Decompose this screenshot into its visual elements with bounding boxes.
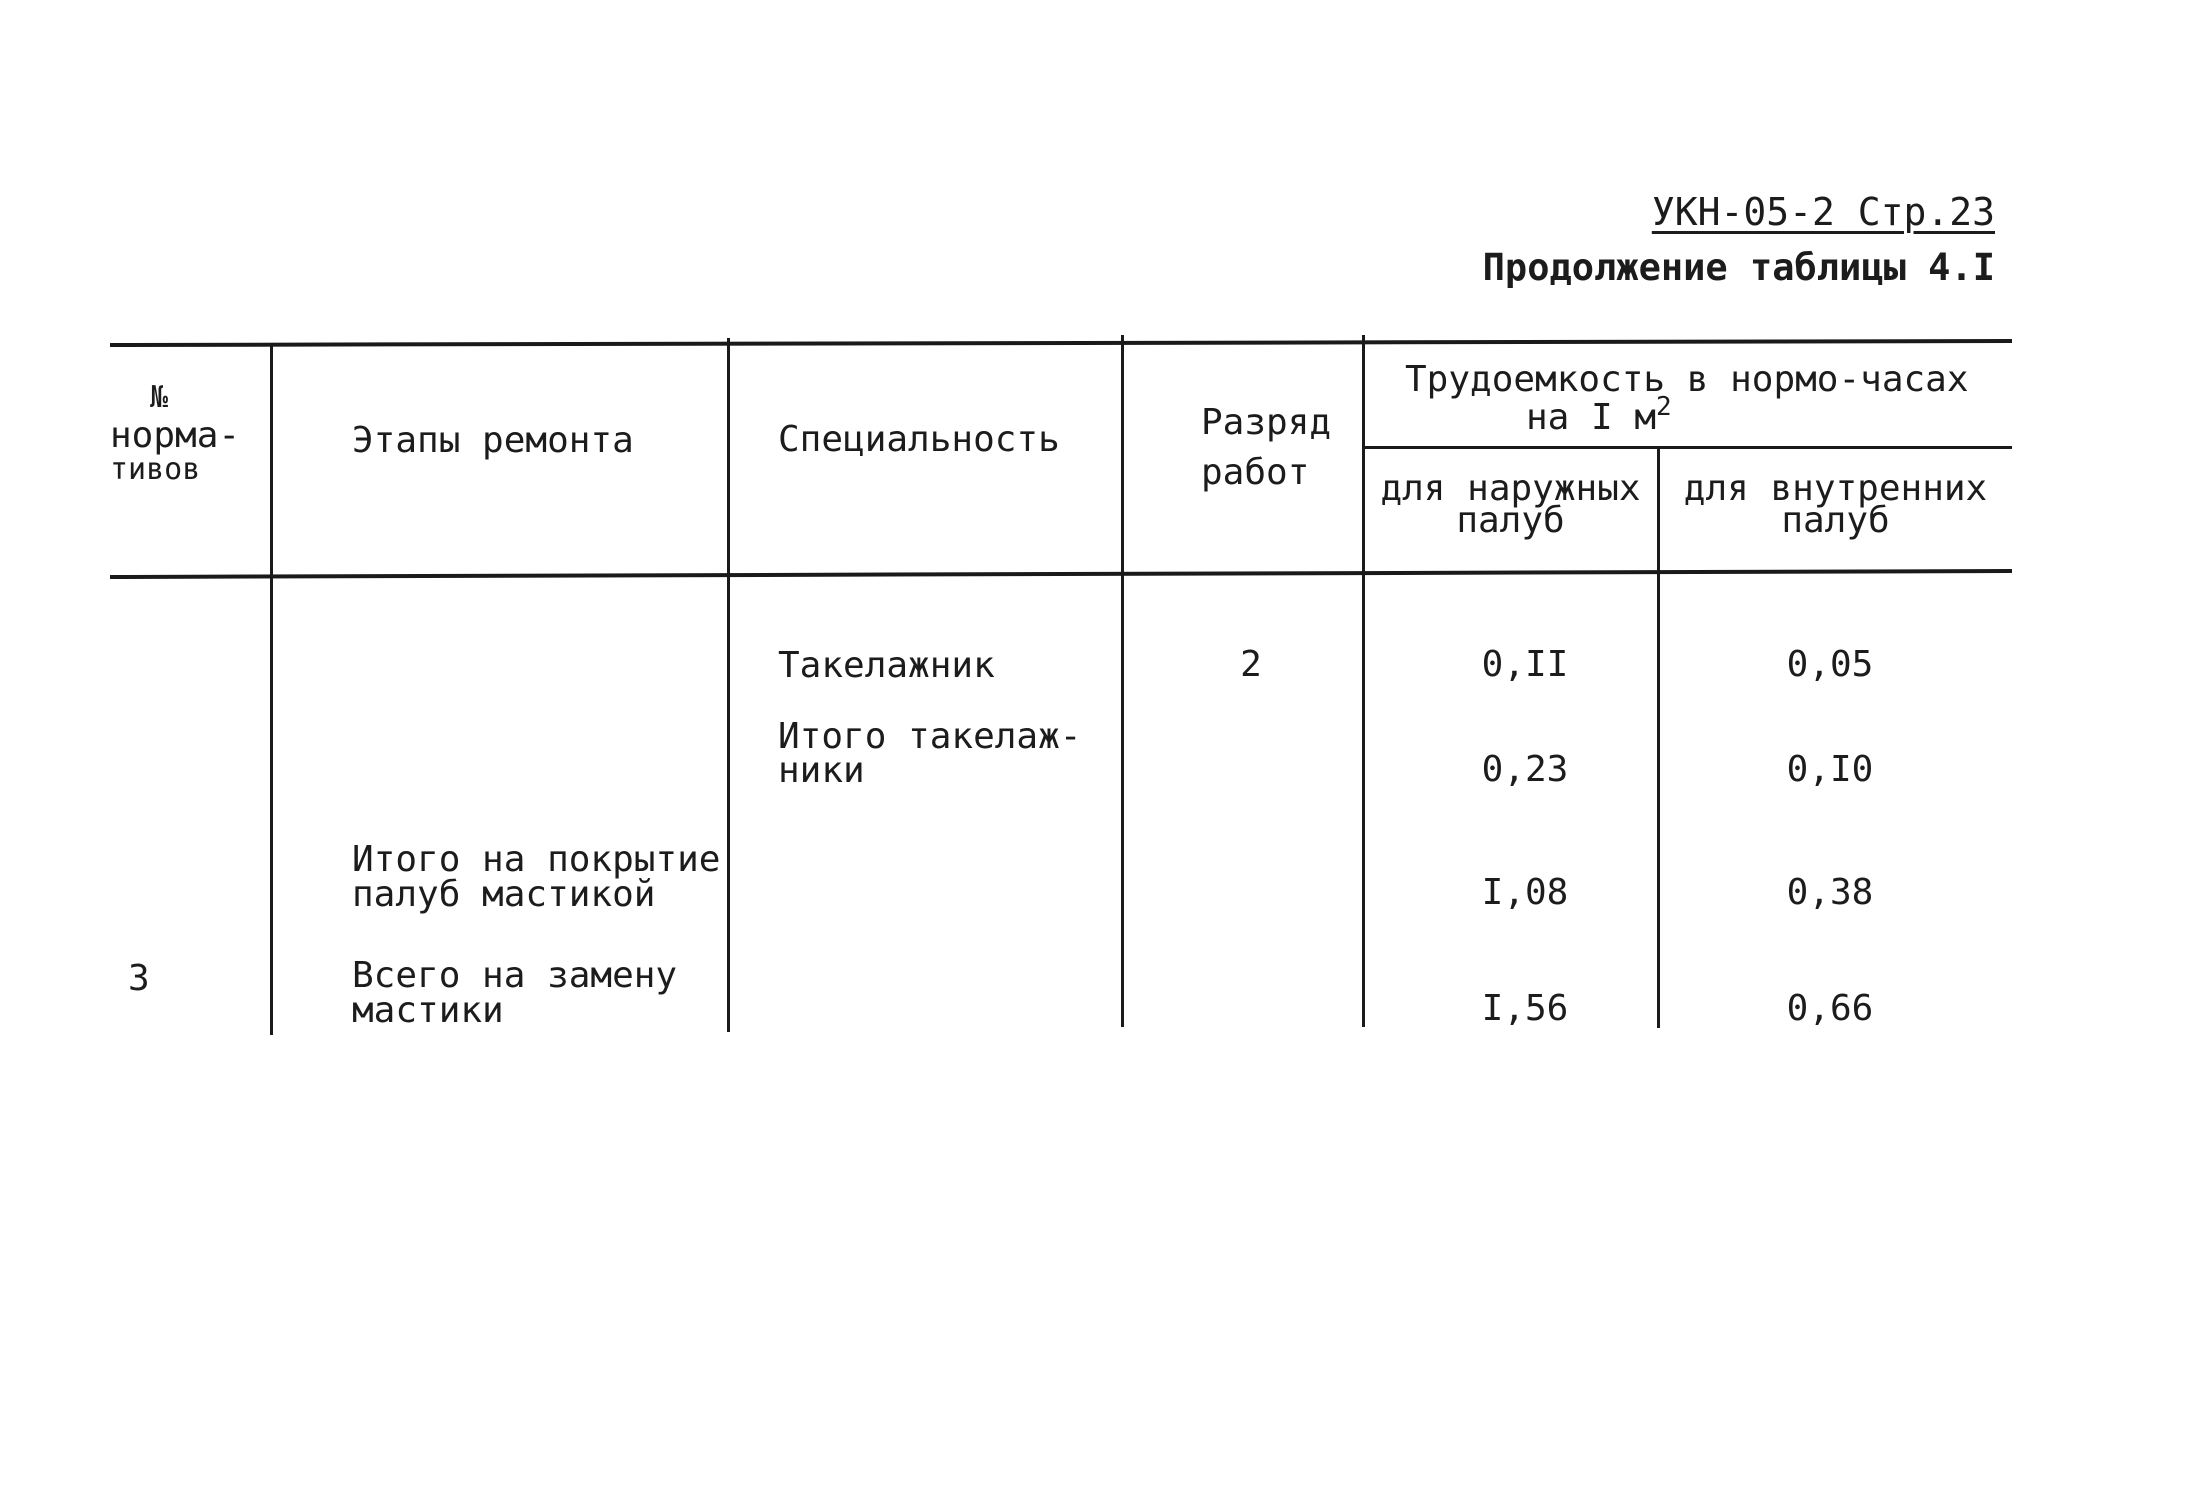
column-divider-1	[270, 343, 273, 1035]
header-labor-outer-line2: палуб	[1456, 500, 1565, 541]
row-inner-value: 0,I0	[1786, 749, 1874, 790]
row-inner-value: 0,66	[1786, 988, 1874, 1029]
header-labor-outer	[1364, 468, 1657, 541]
labor-subheader-rule	[1364, 446, 2012, 449]
row-stage-line1: Итого на покрытие	[352, 839, 721, 880]
row-specialty-line1: Итого такелаж-	[778, 716, 1082, 757]
row-number: 3	[128, 958, 150, 999]
header-bottom-rule	[110, 569, 2012, 579]
row-outer-value: 0,23	[1481, 749, 1569, 790]
column-divider-4	[1362, 335, 1365, 1027]
document-code: УКН-05-2 Стр.23	[1651, 190, 1995, 234]
table-caption: Продолжение таблицы 4.I	[1482, 246, 1995, 289]
table-top-rule	[110, 339, 2012, 347]
header-number-sign: №	[150, 380, 169, 415]
column-divider-3	[1121, 335, 1124, 1027]
row-stage-line1: Всего на замену	[352, 955, 678, 996]
header-labor-inner-line1: для внутренних	[1683, 468, 1988, 509]
header-specialty: Специальность	[778, 419, 1060, 460]
header-grade-line2: работ	[1201, 452, 1310, 493]
row-outer-value: I,08	[1481, 872, 1569, 913]
header-labor-unit	[1526, 392, 1672, 438]
header-labor-outer-line1: для наружных	[1380, 468, 1641, 509]
row-specialty-line2: ники	[778, 750, 865, 791]
row-specialty: Такелажник	[778, 645, 995, 686]
header-labor-inner-line2: палуб	[1781, 500, 1890, 541]
header-labor-inner	[1659, 468, 2012, 541]
header-number-line2: тивов	[110, 452, 201, 487]
column-divider-2	[727, 338, 730, 1032]
row-inner-value: 0,38	[1786, 872, 1874, 913]
header-labor-unit-text: на I м	[1526, 397, 1657, 438]
row-grade: 2	[1240, 644, 1262, 685]
header-labor-title: Трудоемкость в нормо-часах	[1405, 359, 1969, 400]
row-stage-line2: палуб мастикой	[352, 874, 656, 915]
header-grade-line1: Разряд	[1201, 402, 1332, 443]
header-number-line1: норма-	[110, 415, 241, 456]
header-labor-unit-sup: 2	[1656, 392, 1672, 422]
header-stages: Этапы ремонта	[352, 420, 634, 461]
row-outer-value: 0,II	[1481, 644, 1569, 685]
row-outer-value: I,56	[1481, 988, 1569, 1029]
row-stage-line2: мастики	[352, 990, 504, 1031]
row-inner-value: 0,05	[1786, 644, 1874, 685]
